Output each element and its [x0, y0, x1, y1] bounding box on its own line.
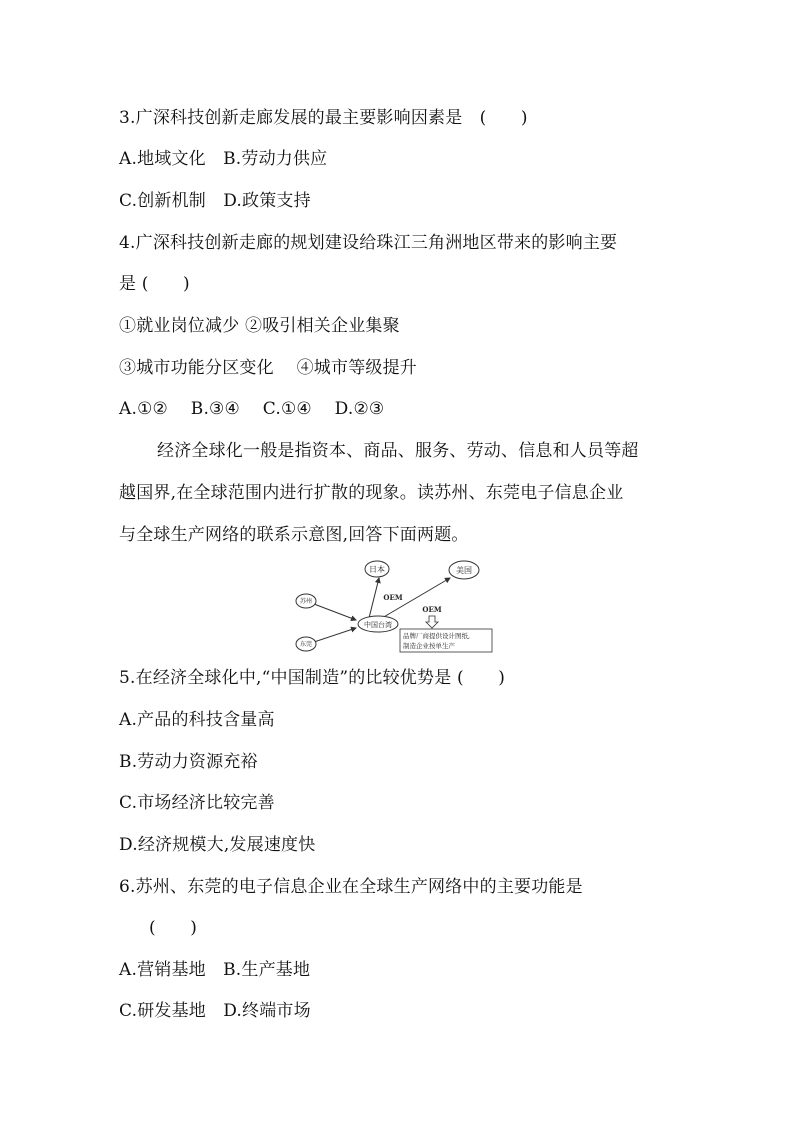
q5-option-a: A.产品的科技含量高	[119, 710, 275, 730]
arrow-suzhou-taiwan	[314, 604, 356, 620]
supply-network-diagram	[290, 556, 510, 658]
q3-options-cd: C.创新机制 D.政策支持	[119, 191, 311, 211]
oem-label-2: OEM	[422, 605, 442, 614]
q6-options-cd: C.研发基地 D.终端市场	[119, 1001, 311, 1021]
arrow-taiwan-japan	[368, 578, 379, 622]
q4-items-line1: ①就业岗位减少 ②吸引相关企业集聚	[119, 316, 400, 336]
node-taiwan-label: 中国台湾	[364, 621, 392, 629]
q5-option-c: C.市场经济比较完善	[119, 793, 275, 813]
passage-line1: 经济全球化一般是指资本、商品、服务、劳动、信息和人员等超	[157, 441, 639, 461]
q5-option-d: D.经济规模大,发展速度快	[119, 835, 316, 855]
hollow-down-arrow-icon	[426, 616, 438, 628]
q3-stem: 3.广深科技创新走廊发展的最主要影响因素是 ( )	[119, 108, 528, 128]
node-dongguan-label: 东莞	[299, 641, 313, 648]
q6-stem-line2: ( )	[149, 918, 198, 938]
note-line1: 品牌厂商提供设计图纸,	[403, 632, 471, 640]
q4-stem-line1: 4.广深科技创新走廊的规划建设给珠江三角洲地区带来的影响主要	[119, 233, 618, 253]
q6-options-ab: A.营销基地 B.生产基地	[119, 960, 311, 980]
q4-items-line2: ③城市功能分区变化 ④城市等级提升	[119, 358, 418, 378]
node-japan-label: 日本	[369, 565, 385, 574]
arrow-dongguan-taiwan	[314, 628, 356, 642]
q5-option-b: B.劳动力资源充裕	[119, 752, 258, 772]
q4-stem-line2: 是 ( )	[119, 274, 190, 294]
node-suzhou-label: 苏州	[299, 598, 313, 605]
passage-line2: 越国界,在全球范围内进行扩散的现象。读苏州、东莞电子信息企业	[119, 483, 624, 503]
note-line2: 制造企业按单生产	[403, 642, 455, 650]
passage-line3: 与全球生产网络的联系示意图,回答下面两题。	[119, 525, 469, 545]
q3-options-ab: A.地域文化 B.劳动力供应	[119, 149, 328, 169]
oem-label-1: OEM	[383, 593, 403, 602]
node-usa-label: 美国	[456, 566, 472, 575]
q5-stem: 5.在经济全球化中,“中国制造”的比较优势是 ( )	[119, 668, 506, 688]
q6-stem-line1: 6.苏州、东莞的电子信息企业在全球生产网络中的主要功能是	[119, 877, 583, 897]
q4-options: A.①② B.③④ C.①④ D.②③	[119, 399, 385, 419]
